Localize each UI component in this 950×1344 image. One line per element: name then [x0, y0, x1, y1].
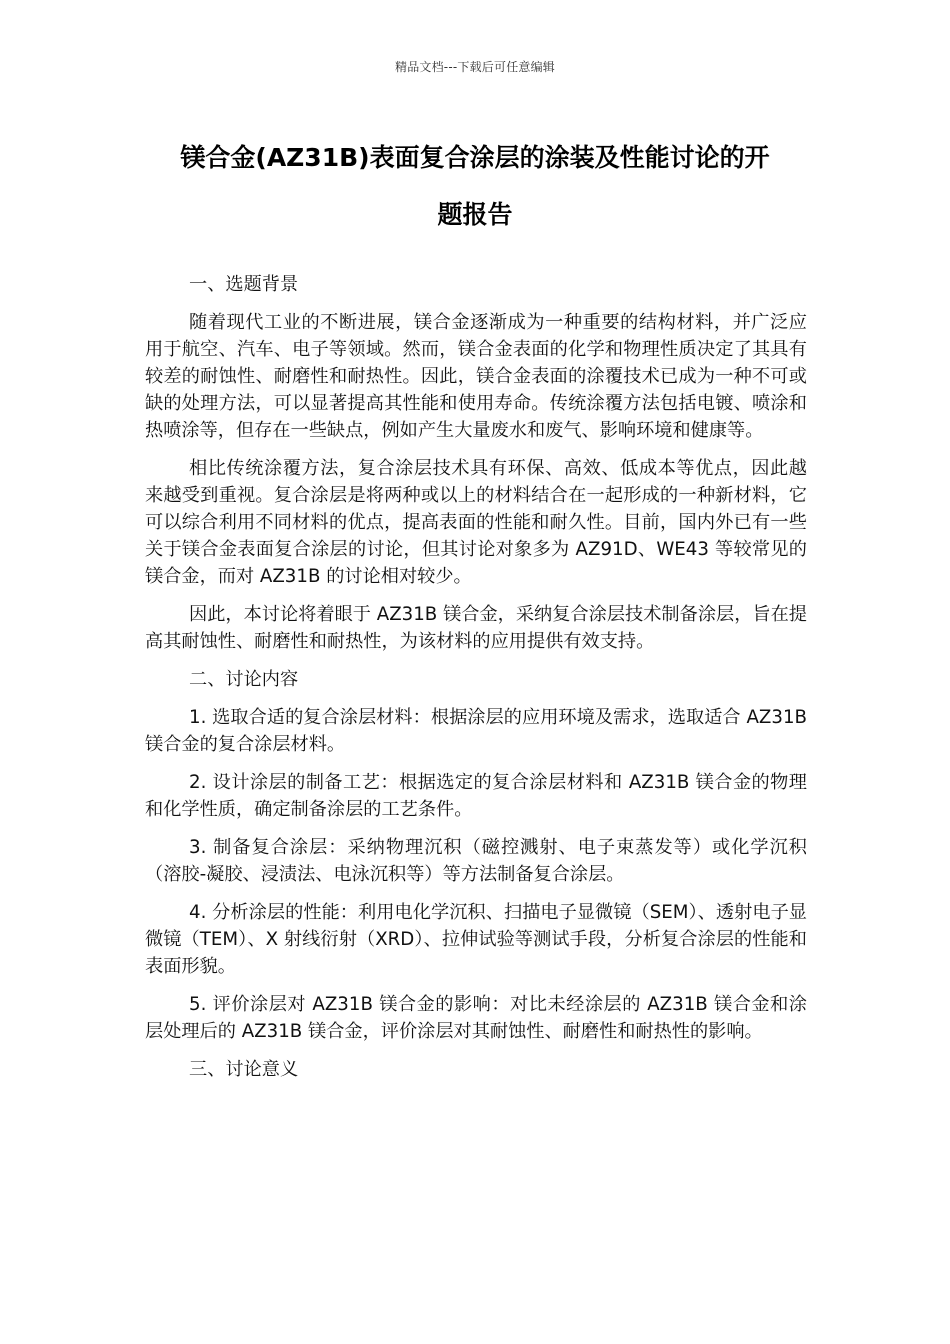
document-title-line-2: 题报告	[437, 200, 513, 229]
content-list-item: 1. 选取合适的复合涂层材料：根据涂层的应用环境及需求，选取适合 AZ31B 镁合金的复合涂层材料。	[145, 707, 807, 755]
content-list-item: 4. 分析涂层的性能：利用电化学沉积、扫描电子显微镜（SEM）、透射电子显微镜（TEM）、X 射线衍射（XRD）、拉伸试验等测试手段，分析复合涂层的性能和表面形貌。	[145, 902, 807, 977]
header-note: 精品文档---下载后可任意编辑	[395, 60, 555, 74]
section-heading-content: 二、讨论内容	[189, 669, 299, 690]
document-body	[145, 271, 807, 1094]
background-paragraph: 因此，本讨论将着眼于 AZ31B 镁合金，采纳复合涂层技术制备涂层，旨在提高其耐蚀性、耐磨性和耐热性，为该材料的应用提供有效支持。	[145, 604, 807, 652]
content-list-item: 2. 设计涂层的制备工艺：根据选定的复合涂层材料和 AZ31B 镁合金的物理和化学性质，确定制备涂层的工艺条件。	[145, 772, 807, 820]
background-paragraph: 随着现代工业的不断进展，镁合金逐渐成为一种重要的结构材料，并广泛应用于航空、汽车、电子等领域。然而，镁合金表面的化学和物理性质决定了其具有较差的耐蚀性、耐磨性和耐热性。因此，镁合金表面的涂覆技术已成为一种不可或缺的处理方法，可以显著提高其性能和使用寿命。传统涂覆方法包括电镀、喷涂和热喷涂等，但存在一些缺点，例如产生大量废水和废气、影响环境和健康等。	[145, 312, 807, 441]
document-title-line-1: 镁合金(AZ31B)表面复合涂层的涂装及性能讨论的开	[180, 143, 770, 172]
background-paragraph: 相比传统涂覆方法，复合涂层技术具有环保、高效、低成本等优点，因此越来越受到重视。复合涂层是将两种或以上的材料结合在一起形成的一种新材料，它可以综合利用不同材料的优点，提高表面的性能和耐久性。目前，国内外已有一些关于镁合金表面复合涂层的讨论，但其讨论对象多为 AZ91D、WE43 等较常见的镁合金，而对 AZ31B 的讨论相对较少。	[145, 458, 807, 587]
content-list-item: 3. 制备复合涂层：采纳物理沉积（磁控溅射、电子束蒸发等）或化学沉积（溶胶-凝胶、浸渍法、电泳沉积等）等方法制备复合涂层。	[145, 837, 807, 885]
section-heading-background: 一、选题背景	[189, 274, 299, 295]
section-heading-significance: 三、讨论意义	[189, 1059, 299, 1080]
content-list-item: 5. 评价涂层对 AZ31B 镁合金的影响：对比未经涂层的 AZ31B 镁合金和涂层处理后的 AZ31B 镁合金，评价涂层对其耐蚀性、耐磨性和耐热性的影响。	[145, 994, 807, 1042]
